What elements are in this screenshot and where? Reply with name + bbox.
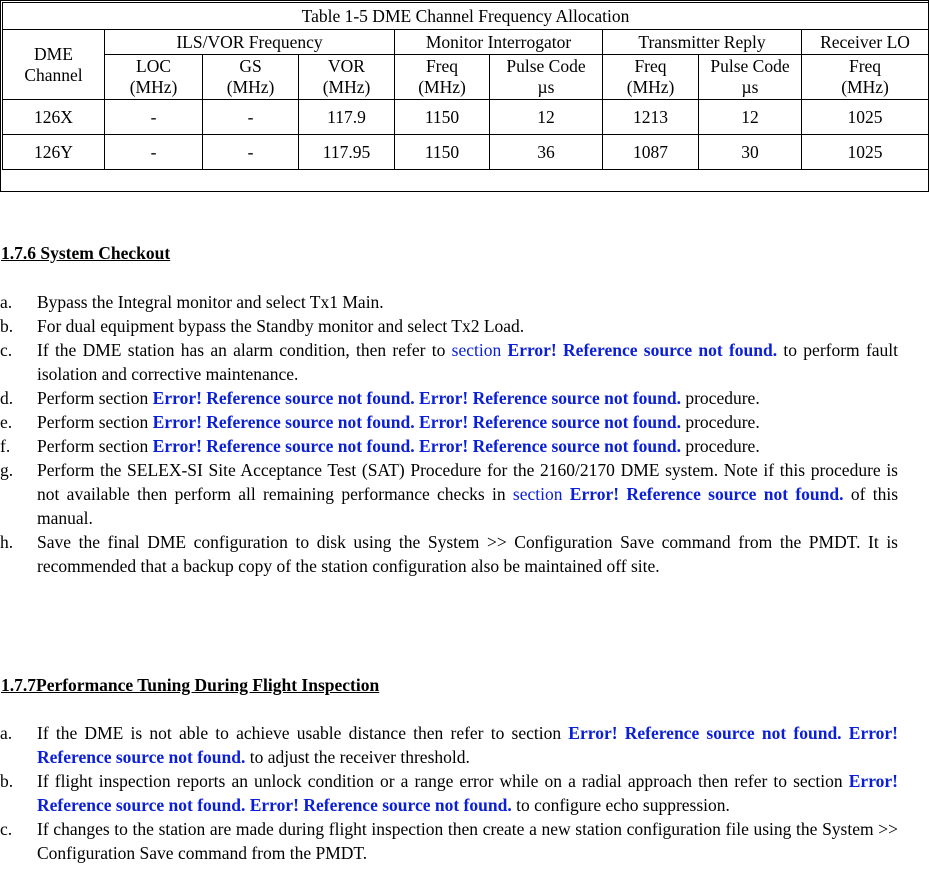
table-cell: -: [203, 100, 299, 135]
table-cell: 117.95: [299, 135, 395, 170]
dme-frequency-table: [2, 2, 929, 170]
performance-tuning-steps: [0, 721, 898, 865]
list-item: g. Perform the SELEX-SI Site Acceptance Test (SAT) Procedure for the 2160/2170 DME system. Note if this procedure is not available then perform all remaining performance checks in section Error! Reference source not found. of this manual.: [0, 460, 899, 528]
list-item: f. Perform section Error! Reference source not found. Error! Reference source not found. procedure.: [0, 436, 760, 456]
list-item: a. If the DME is not able to achieve usable distance then refer to section Error! Reference source not found. Error! Reference source not found. to adjust the receiver threshold.: [0, 723, 899, 767]
section-link[interactable]: section: [451, 340, 502, 360]
table-cell: 1150: [395, 135, 490, 170]
table-cell: -: [203, 135, 299, 170]
group-receiver-lo: Receiver LO: [802, 30, 929, 55]
header-receiver-freq: Freq (MHz): [802, 55, 929, 100]
list-item: c. If changes to the station are made during flight inspection then create a new station configuration file using the System >> Configuration Save command from the PMDT.: [0, 819, 898, 863]
system-checkout-steps: [0, 290, 898, 578]
section-heading-system-checkout: 1.7.6 System Checkout: [1, 243, 171, 263]
header-gs: GS (MHz): [203, 55, 299, 100]
list-item: a. Bypass the Integral monitor and select Tx1 Main.: [0, 292, 384, 312]
list-item: c. If the DME station has an alarm condition, then refer to section Error! Reference source not found. to perform fault isolation and corrective maintenance.: [0, 340, 899, 384]
group-ils-vor: ILS/VOR Frequency: [105, 30, 395, 55]
table-cell: -: [105, 135, 203, 170]
error-reference[interactable]: Error! Reference source not found.: [419, 412, 681, 432]
error-reference[interactable]: Error! Reference source not found.: [419, 388, 681, 408]
section-link[interactable]: section: [512, 484, 563, 504]
error-reference[interactable]: Error! Reference source not found.: [569, 484, 844, 504]
header-reply-pulse-code: Pulse Code µs: [699, 55, 802, 100]
header-reply-freq: Freq (MHz): [603, 55, 699, 100]
error-reference[interactable]: Error! Reference source not found.: [419, 436, 681, 456]
table-cell: 126X: [3, 100, 105, 135]
error-reference[interactable]: Error! Reference source not found.: [37, 723, 899, 767]
table-cell: -: [105, 100, 203, 135]
error-reference[interactable]: Error! Reference source not found.: [37, 771, 898, 815]
header-monitor-freq: Freq (MHz): [395, 55, 490, 100]
table-cell: 1150: [395, 100, 490, 135]
table-cell: 126Y: [3, 135, 105, 170]
table-cell: 117.9: [299, 100, 395, 135]
list-item: h. Save the final DME configuration to disk using the System >> Configuration Save command from the PMDT. It is recommended that a backup copy of the station configuration also be maintained off site.: [0, 532, 898, 576]
error-reference[interactable]: Error! Reference source not found.: [152, 388, 415, 408]
list-item: e. Perform section Error! Reference source not found. Error! Reference source not found. procedure.: [0, 412, 760, 432]
table-cell: 12: [699, 100, 802, 135]
table-cell: 1087: [603, 135, 699, 170]
list-item: d. Perform section Error! Reference source not found. Error! Reference source not found. procedure.: [0, 388, 760, 408]
header-vor: VOR (MHz): [299, 55, 395, 100]
list-item: b. If flight inspection reports an unlock condition or a range error while on a radial approach then refer to section Error! Reference source not found. Error! Reference source not found. to configure echo suppression.: [0, 771, 898, 815]
table-cell: 36: [490, 135, 603, 170]
table-caption: Table 1-5 DME Channel Frequency Allocation: [3, 3, 929, 30]
group-transmitter-reply: Transmitter Reply: [603, 30, 802, 55]
header-dme-channel: DME Channel: [3, 30, 105, 100]
table-row: [3, 135, 929, 170]
table-row: [3, 100, 929, 135]
table-cell: 1213: [603, 100, 699, 135]
table-cell: 12: [490, 100, 603, 135]
header-monitor-pulse-code: Pulse Code µs: [490, 55, 603, 100]
group-monitor-interrogator: Monitor Interrogator: [395, 30, 603, 55]
table-cell: 30: [699, 135, 802, 170]
header-loc: LOC (MHz): [105, 55, 203, 100]
error-reference[interactable]: Error! Reference source not found.: [152, 436, 415, 456]
list-item: b. For dual equipment bypass the Standby monitor and select Tx2 Load.: [0, 316, 525, 336]
section-heading-performance-tuning: 1.7.7Performance Tuning During Flight Inspection: [1, 675, 380, 695]
error-reference[interactable]: Error! Reference source not found.: [507, 340, 778, 360]
error-reference[interactable]: Error! Reference source not found.: [249, 795, 512, 815]
error-reference[interactable]: Error! Reference source not found.: [568, 723, 842, 743]
table-cell: 1025: [802, 100, 929, 135]
error-reference[interactable]: Error! Reference source not found.: [152, 412, 415, 432]
table-cell: 1025: [802, 135, 929, 170]
